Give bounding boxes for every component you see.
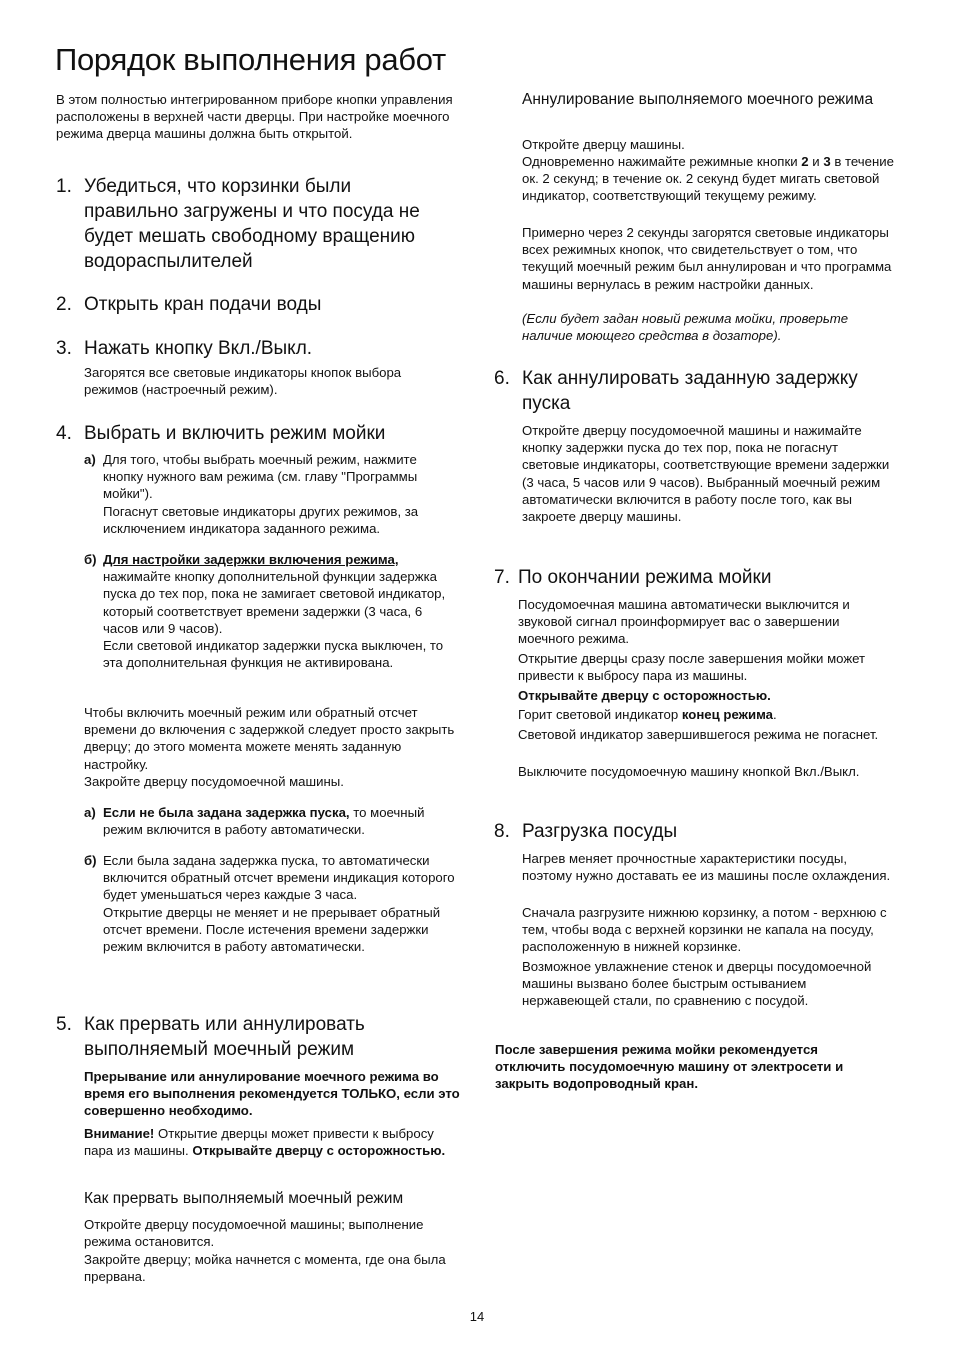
section-8-heading (494, 819, 884, 844)
section-7-text-1: Посудомоечная машина автоматически выключится и звуковой сигнал проинформирует вас о завершении моечного режима. (518, 597, 850, 647)
cancel-text-2b: в течение ок. 2 секунд; в течение ок. 2 секунд будет мигать световой индикатор, соответствующий текущему режиму. (522, 154, 894, 204)
warning-text: Открытие дверцы может привести к выбросу пара из машины. (84, 1126, 434, 1159)
item-a-text-2: Погаснут световые индикаторы других режимов, за исключением индикатора заданного режима. (103, 503, 419, 536)
section-5-title: Как прервать или аннулировать выполняемый моечный режим (84, 1014, 365, 1060)
section-5-heading (56, 1012, 446, 1062)
intro-paragraph: В этом полностью интегрированном приборе кнопки управления расположены в верхней части дверцы. При настройке моечного режима дверца машины должна быть открытой. (56, 92, 453, 142)
cancel-text-1: Откройте дверцу машины. (522, 137, 685, 152)
section-2-title: Открыть кран подачи воды (84, 294, 322, 315)
interrupt-text-1: Откройте дверцу посудомоечной машины; выполнение режима остановится. (84, 1217, 424, 1250)
section-7-heading (494, 565, 884, 590)
cancel-text-3: Примерно через 2 секунды загорятся световые индикаторы всех режимных кнопок, что свидетельствует о том, что текущий моечный режим был аннулирован и что программа машины вернулась в режим настройки данных. (522, 225, 892, 292)
section-7-text-4 (518, 706, 898, 723)
item-a-text: Для того, чтобы выбрать моечный режим, нажмите кнопку нужного вам режима (см. главу "Программы мойки"). (103, 452, 418, 502)
section-3-text: Загорятся все световые индикаторы кнопок выбора режимов (настроечный режим). (84, 365, 402, 398)
section-1-number: 1. (56, 176, 72, 197)
indicator-period: . (772, 707, 777, 722)
section-8-title: Разгрузка посуды (522, 821, 678, 842)
key-3: 3 (823, 154, 831, 169)
item-b-bold: Для настройки задержки включения режима, (103, 552, 399, 567)
section-3-title: Нажать кнопку Вкл./Выкл. (84, 338, 313, 359)
warning-caution: Открывайте дверцу с осторожностью. (192, 1143, 446, 1159)
section-2-number: 2. (56, 294, 72, 315)
indicator-name: конец режима (681, 707, 773, 722)
section-4-item-d (84, 852, 460, 955)
key-and: и (812, 154, 820, 169)
section-5-bold-paragraph: Прерывание или аннулирование моечного режима во время его выполнения рекомендуется ТОЛЬКО, если это совершенно необходимо. (84, 1069, 460, 1119)
cancel-text-2a: Одновременно нажимайте режимные кнопки (522, 154, 798, 169)
item-c-bold: Если не была задана задержка пуска, (103, 805, 350, 820)
item-d-text: Если была задана задержка пуска, то автоматически включится обратный отсчет времени индикация которого будет уменьшаться через каждые 3 часа. (103, 853, 455, 903)
section-4-item-a (84, 451, 460, 537)
section-4-paragraph-1: Чтобы включить моечный режим или обратный отсчет времени до включения с задержкой следует просто закрыть дверцу; до этого момента можете менять заданную настройку. (84, 705, 455, 772)
section-4-item-c (84, 804, 460, 838)
section-4-number: 4. (56, 423, 72, 444)
cancel-note: (Если будет задан новый режима мойки, проверьте наличие моющего средства в дозаторе). (522, 311, 849, 344)
section-7-text-2: Открытие дверцы сразу после завершения мойки может привести к выбросу пара из машины. (518, 651, 866, 684)
section-4-paragraph-2: Закройте дверцу посудомоечной машины. (84, 774, 344, 789)
section-7-text-6: Выключите посудомоечную машину кнопкой Вкл./Выкл. (518, 764, 860, 779)
key-2: 2 (801, 154, 809, 169)
section-8-text-3: Возможное увлажнение стенок и дверцы посудомоечной машины вызвано более быстрым остыванием нержавеющей стали, по сравнению с посудой. (522, 959, 872, 1009)
item-c-text: то моечный режим включится в работу автоматически. (103, 805, 425, 838)
section-6-number: 6. (494, 368, 510, 389)
page-number: 14 (469, 1309, 485, 1324)
section-7-text-5: Световой индикатор завершившегося режима не погаснет. (518, 727, 879, 742)
page-title: Порядок выполнения работ (55, 42, 446, 77)
item-d-marker: б) (84, 853, 97, 868)
section-3-heading (56, 336, 446, 361)
section-7-title: По окончании режима мойки (518, 567, 772, 588)
section-1-title: Убедиться, что корзинки были правильно загружены и что посуда не будет мешать свободному вращению водораспылителей (84, 176, 420, 272)
section-8-number: 8. (494, 821, 510, 842)
item-d-text-2: Открытие дверцы не меняет и не прерывает обратный отсчет времени. После истечения времени задержки режим включится в работу автоматически. (103, 904, 441, 955)
section-1-heading (56, 174, 446, 274)
section-5-number: 5. (56, 1014, 72, 1035)
cancel-text-2 (522, 153, 896, 205)
section-4-title: Выбрать и включить режим мойки (84, 423, 386, 444)
section-2-heading (56, 292, 446, 317)
section-6-title: Как аннулировать заданную задержку пуска (522, 368, 858, 414)
section-6-text: Откройте дверцу посудомоечной машины и нажимайте кнопку задержки пуска до тех пор, пока не погаснут световые индикаторы, соответствующие времени задержки (3 часа, 5 часов или 9 часов). Выбранный моечный режим автоматически включится в работу после того, как вы закроете дверцу машины. (522, 423, 890, 525)
item-c-marker: а) (84, 805, 96, 820)
section-4-heading (56, 421, 446, 446)
section-4-item-b (84, 551, 460, 671)
section-8-text-1: Нагрев меняет прочностные характеристики посуды, поэтому нужно доставать ее из машины после охлаждения. (522, 851, 891, 884)
section-7-number: 7. (494, 567, 510, 588)
section-5-warning (84, 1125, 460, 1159)
cancel-subheading: Аннулирование выполняемого моечного режима (522, 91, 874, 108)
warning-label: Внимание! (84, 1126, 155, 1141)
final-recommendation: После завершения режима мойки рекомендуется отключить посудомоечную машину от электросети и закрыть водопроводный кран. (495, 1042, 844, 1092)
section-7-caution: Открывайте дверцу с осторожностью. (518, 688, 771, 703)
indicator-text: Горит световой индикатор (518, 707, 679, 722)
interrupt-subheading: Как прервать выполняемый моечный режим (84, 1190, 404, 1207)
item-b-marker: б) (84, 552, 97, 567)
item-b-text: нажимайте кнопку дополнительной функции задержка пуска до тех пор, пока не замигает световой индикатор, который соответствует времени задержки (3 часа, 6 часов или 9 часов). (103, 569, 446, 636)
section-6-heading (494, 366, 884, 416)
interrupt-text-2: Закройте дверцу; мойка начнется с момента, где она была прервана. (84, 1252, 446, 1285)
section-8-text-2: Сначала разгрузите нижнюю корзинку, а потом - верхнюю с тем, чтобы вода с верхней корзинки не капала на посуду, расположенную в нижней корзинке. (522, 905, 887, 955)
item-a-marker: а) (84, 452, 96, 467)
item-b-text-2: Если световой индикатор задержки пуска выключен, то эта дополнительная функция не активирована. (103, 638, 444, 671)
section-3-number: 3. (56, 338, 72, 359)
